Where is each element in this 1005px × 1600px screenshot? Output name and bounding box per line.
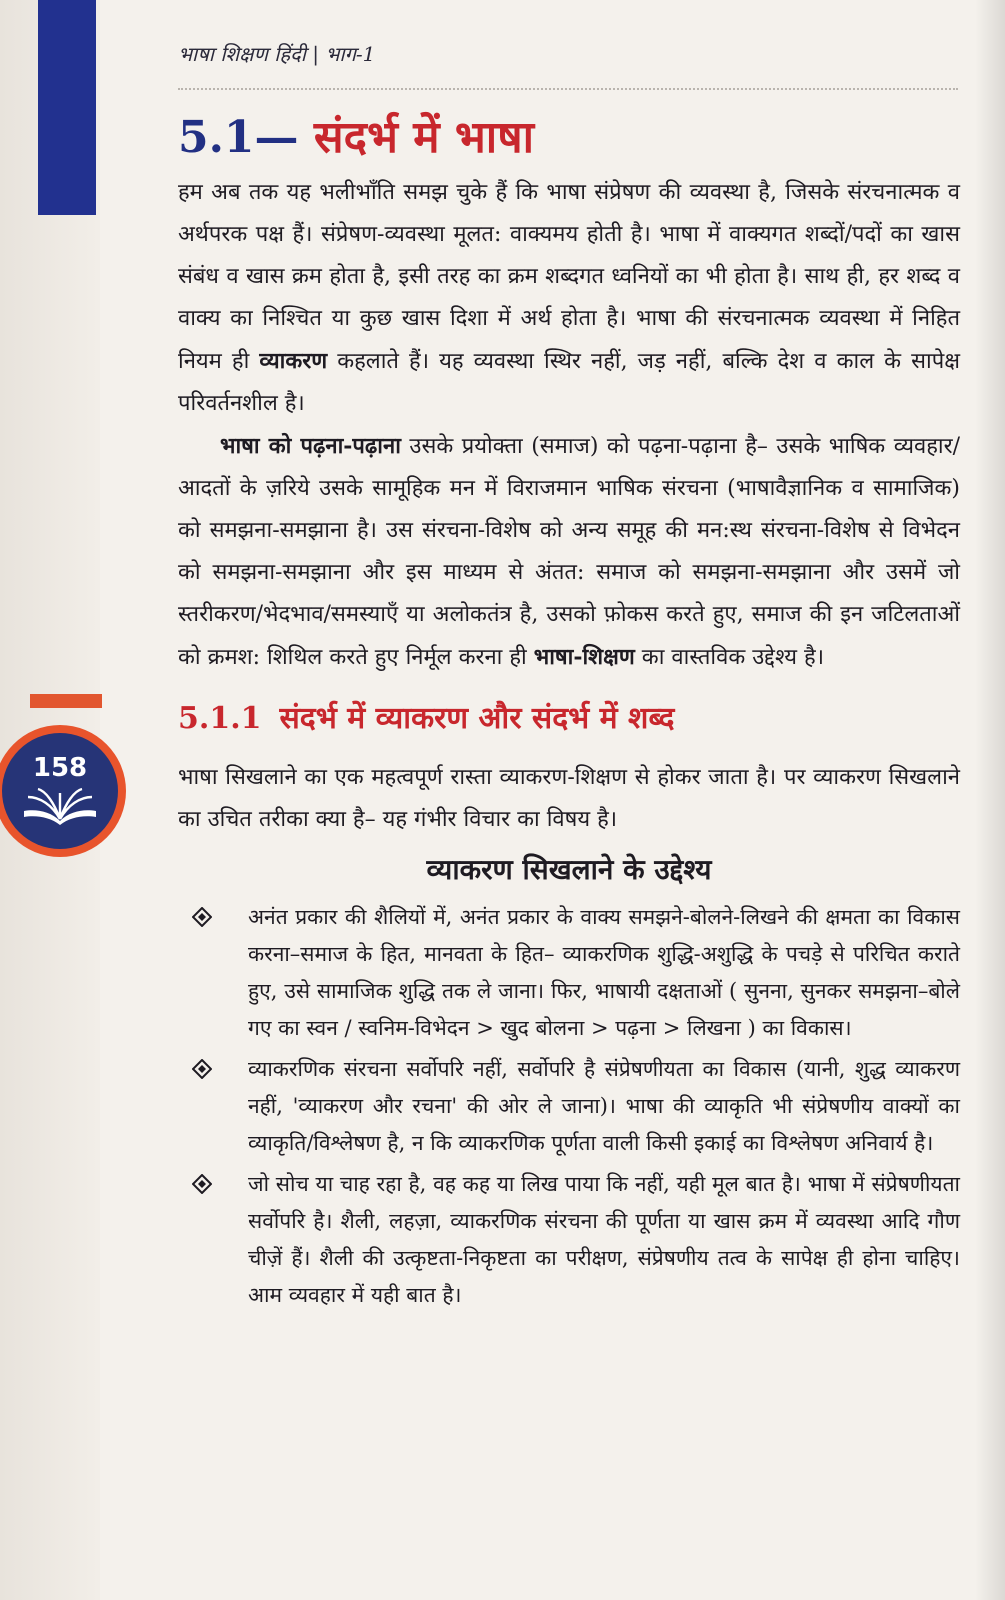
term-bhasha-padhna: भाषा को पढ़ना-पढ़ाना [220,433,401,459]
list-item: जो सोच या चाह रहा है, वह कह या लिख पाया कि नहीं, यही मूल बात है। भाषा में संप्रेषणीयता सर्वोपरि है। शैली, लहज़ा, व्याकरणिक संरचना की पूर्णता या खास क्रम में व्यवस्था आदि गौण चीज़ें हैं। शैली की उत्कृष्टता-निकृष्टता का परीक्षण, संप्रेषणीय तत्व के सापेक्ष ही होना चाहिए। आम व्यवहार में यही बात है। [178,1166,960,1314]
chapter-tab-bar [38,0,96,215]
running-head: भाषा शिक्षण हिंदी | भाग-1 [178,42,376,66]
paragraph-1: हम अब तक यह भलीभाँति समझ चुके हैं कि भाषा संप्रेषण की व्यवस्था है, जिसके संरचनात्मक व अर्थपरक पक्ष हैं। संप्रेषण-व्यवस्था मूलत: वाक्यमय होती है। भाषा में वाक्यगत शब्दों/पदों का खास संबंध व खास क्रम होता है, इसी तरह का क्रम शब्दगत ध्वनियों का भी होता है। साथ ही, हर शब्द व वाक्य का निश्चित या कुछ खास दिशा में अर्थ होता है। भाषा की संरचनात्मक व्यवस्था में निहित नियम ही व्याकरण कहलाते हैं। यह व्यवस्था स्थिर नहीं, जड़ नहीं, बल्कि देश व काल के सापेक्ष परिवर्तनशील है। [178,180,960,416]
section-title-text: संदर्भ में भाषा [313,112,535,163]
list-item: अनंत प्रकार की शैलियों में, अनंत प्रकार के वाक्य समझने-बोलने-लिखने की क्षमता का विकास करना–समाज के हित, मानवता के हित– व्याकरणिक शुद्धि-अशुद्धि के पचड़े से परिचित कराते हुए, उसे सामाजिक शुद्धि तक ले जाना। फिर, भाषायी दक्षताओं ( सुनना, सुनकर समझना–बोले गए का स्वन / स्वनिम-विभेदन > खुद बोलना > पढ़ना > लिखना ) का विकास। [178,899,960,1047]
page-curl-shadow [975,0,1005,1600]
subsection-number: 5.1.1 [178,701,262,736]
diamond-bullet-icon [192,907,212,927]
objectives-list [178,899,960,1314]
term-vyakaran: व्याकरण [259,348,328,374]
margin-marker [30,694,102,708]
open-book-icon [20,787,100,827]
diamond-bullet-icon [192,1059,212,1079]
page-number: 158 [32,753,88,783]
list-item: व्याकरणिक संरचना सर्वोपरि नहीं, सर्वोपरि है संप्रेषणीयता का विकास (यानी, शुद्ध व्याकरण नहीं, 'व्याकरण और रचना' की ओर ले जाना)। भाषा की व्याकृति भी संप्रेषणीय वाक्यों का व्याकृति/विश्लेषण है, न कि व्याकरणिक पूर्णता वाली किसी इकाई का विश्लेषण अनिवार्य है। [178,1051,960,1162]
section-number: 5.1— [178,112,299,163]
subsection-title [178,693,960,745]
page-content [178,108,960,1318]
page-number-badge [0,725,126,857]
diamond-bullet-icon [192,1174,212,1194]
section-title [178,108,960,168]
objectives-heading: व्याकरण सिखलाने के उद्देश्य [426,853,712,886]
header-divider [178,88,958,90]
paragraph-3: भाषा सिखलाने का एक महत्वपूर्ण रास्ता व्याकरण-शिक्षण से होकर जाता है। पर व्याकरण सिखलाने का उचित तरीका क्या है– यह गंभीर विचार का विषय है। [178,765,960,832]
subsection-title-text: संदर्भ में व्याकरण और संदर्भ में शब्द [279,701,675,736]
term-bhasha-shikshan: भाषा-शिक्षण [533,644,635,670]
paragraph-2: भाषा को पढ़ना-पढ़ाना उसके प्रयोक्ता (समाज) को पढ़ना-पढ़ाना है– उसके भाषिक व्यवहार/आदतों के ज़रिये उसके सामूहिक मन में विराजमान भाषिक संरचना (भाषावैज्ञानिक व सामाजिक) को समझना-समझाना है। उस संरचना-विशेष को अन्य समूह की मन:स्थ संरचना-विशेष से विभेदन को समझना-समझाना और इस माध्यम से अंतत: समाज को समझना-समझाना और उसमें जो स्तरीकरण/भेदभाव/समस्याएँ या अलोकतंत्र है, उसको फ़ोकस करते हुए, समाज की इन जटिलताओं को क्रमश: शिथिल करते हुए निर्मूल करना ही भाषा-शिक्षण का वास्तविक उद्देश्य है। [178,433,960,670]
